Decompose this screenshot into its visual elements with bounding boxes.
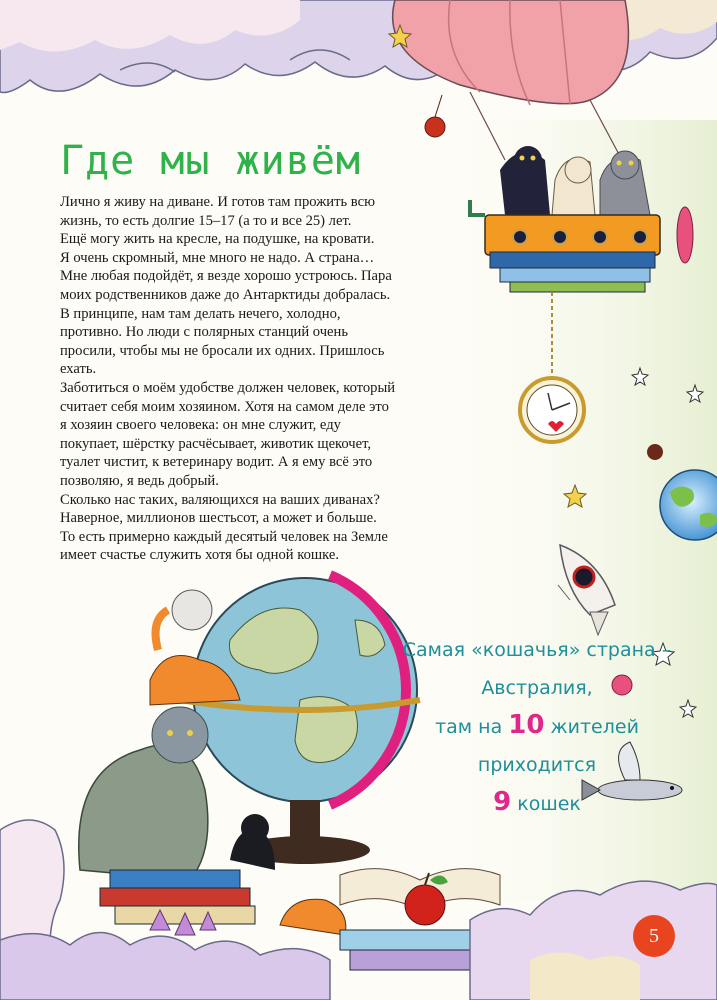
text-line: Сколько нас таких, валяющихся на ваших диванах? bbox=[60, 491, 380, 508]
page-number-badge: 5 bbox=[633, 915, 675, 957]
text-line: ехать. bbox=[60, 361, 97, 378]
globe bbox=[180, 575, 420, 864]
fact-line: приходится bbox=[477, 753, 597, 776]
text-line: позволяю, я ведь добрый. bbox=[60, 472, 219, 489]
fact-number-residents: 10 bbox=[508, 710, 545, 740]
text-line: Наверное, миллионов шестьсот, а может и больше. bbox=[60, 510, 377, 527]
fact-callout bbox=[398, 632, 676, 824]
paragraph-3 bbox=[60, 491, 480, 565]
text-line: противно. Но люди с полярных станций очень bbox=[60, 324, 348, 341]
fact-number-cats: 9 bbox=[493, 787, 512, 817]
fact-line bbox=[398, 707, 676, 747]
fact-text: кошек bbox=[517, 793, 581, 815]
text-line: Ещё могу жить на кресле, на подушке, на кровати. bbox=[60, 231, 375, 248]
fact-line: Самая «кошачья» страна – bbox=[402, 639, 672, 661]
main-text bbox=[60, 193, 480, 565]
text-line: Заботиться о моём удобстве должен человек, который bbox=[60, 379, 396, 396]
text-line: Лично я живу на диване. И готов там прожить всю bbox=[60, 194, 375, 210]
text-line: покупает, шёрстку расчёсывает, животик щекочет, bbox=[60, 435, 372, 452]
text-line: В принципе, нам там делать нечего, холодно, bbox=[60, 305, 341, 322]
fact-line bbox=[398, 784, 676, 824]
text-line: имеет счастье служить хотя бы одной кошке. bbox=[60, 547, 339, 564]
fact-text: там на bbox=[435, 716, 503, 738]
text-line: жизнь, то есть долгие 15–17 (а то и все 25) лет. bbox=[60, 212, 352, 229]
text-line: То есть примерно каждый десятый человек на Земле bbox=[60, 528, 388, 545]
text-line: моих родственников даже до Антарктиды добралась. bbox=[60, 286, 391, 303]
text-line: считает себя моим хозяином. Хотя на самом деле это bbox=[60, 398, 389, 415]
paragraph-2 bbox=[60, 379, 480, 491]
paragraph-1 bbox=[60, 193, 480, 379]
text-line: туалет чистит, к ветеринару водит. А я ему всё это bbox=[60, 454, 373, 471]
fact-line: Австралия, bbox=[481, 676, 593, 699]
page-title: Где мы живём bbox=[60, 138, 361, 184]
text-line: я хозяин своего человека: он мне служит, еду bbox=[60, 417, 341, 434]
fact-text: жителей bbox=[550, 716, 639, 738]
text-line: Я очень скромный, мне много не надо. А страна… bbox=[60, 249, 375, 266]
text-line: Мне любая подойдёт, я везде хорошо устроюсь. Пара bbox=[60, 268, 392, 285]
text-line: просили, чтобы мы не бросали их одних. Пришлось bbox=[60, 342, 385, 359]
